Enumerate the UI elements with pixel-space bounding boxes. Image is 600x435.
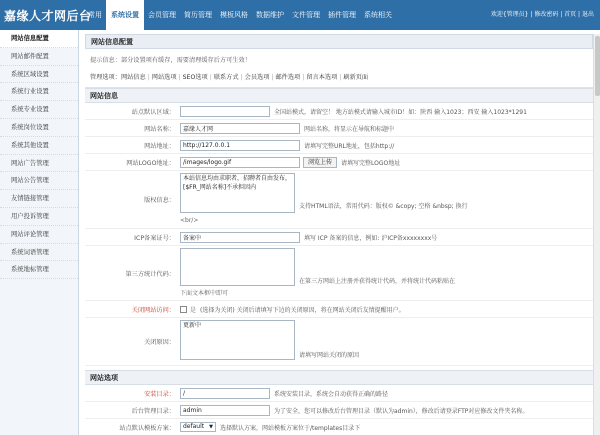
opt-member[interactable]: 会员选项 [244, 74, 270, 81]
close-reason-textarea[interactable] [180, 320, 295, 360]
template-select-value: default [183, 423, 205, 430]
row-site-url [85, 137, 593, 154]
opt-guestbook[interactable]: 留言本选项 [306, 74, 338, 81]
row-logo [85, 154, 593, 171]
row-stat-code [85, 246, 593, 301]
sidebar-item-comments[interactable]: 网站评论管理 [0, 226, 78, 244]
sidebar-item-major[interactable]: 系统专业设置 [0, 101, 78, 119]
template-select[interactable] [180, 422, 216, 432]
tab-system-settings[interactable]: 系统设置 [106, 0, 144, 31]
tab-file-management[interactable]: 文件管理 [292, 11, 320, 19]
default-area-hint: 全国站模式，请留空！ 地方站模式请输入城市ID！如：陕西 输入1023；西安 输入1023*1291 [274, 108, 527, 116]
app-logo: 嘉缘人才网后台 [4, 9, 92, 23]
install-dir-input[interactable] [180, 388, 270, 399]
stat-code-textarea[interactable] [180, 248, 295, 286]
copyright-textarea[interactable] [180, 173, 295, 213]
row-icp [85, 229, 593, 246]
sidebar-item-site-info[interactable]: 网站信息配置 [0, 30, 78, 48]
row-close-reason [85, 318, 593, 366]
section-site-info: 网站信息 [85, 88, 593, 103]
stat-code-hint: 在第三方网站上注册并获得统计代码，并将统计代码粘贴在 [299, 278, 456, 285]
install-dir-hint: 系统安装目录，系统会自动获得正确的路径 [274, 390, 389, 398]
sidebar-item-landmarks[interactable]: 系统地标管理 [0, 261, 78, 279]
row-site-name [85, 120, 593, 137]
stat-code-label: 第三方统计代码： [125, 270, 175, 278]
page-title: 网站信息配置 [85, 34, 593, 49]
logo-input[interactable] [180, 157, 300, 168]
opts-label: 管理选项： [90, 74, 121, 81]
install-dir-label: 安装目录： [144, 390, 175, 398]
sidebar-item-position[interactable]: 系统岗位设置 [0, 119, 78, 137]
default-area-label: 站点默认区域： [131, 108, 175, 116]
tab-template-style[interactable]: 模板风格 [220, 11, 248, 19]
row-copyright [85, 171, 593, 229]
notice-label: 提示信息： [90, 57, 121, 64]
template-hint: 选择默认方案，网站模板方案位于/templates目录下 [219, 424, 361, 432]
copyright-hint-br: <br/> [180, 216, 199, 224]
sidebar-item-region[interactable]: 系统区域设置 [0, 66, 78, 84]
row-default-area [85, 103, 593, 120]
site-url-label: 网站地址： [144, 142, 175, 150]
default-area-input[interactable] [180, 106, 270, 117]
row-install-dir [85, 385, 593, 402]
sidebar-item-other[interactable]: 系统其他设置 [0, 137, 78, 155]
opt-contact[interactable]: 联系方式 [213, 74, 239, 81]
opt-site-options[interactable]: 网站选项 [151, 74, 177, 81]
icp-label: ICP备案证号： [134, 234, 175, 242]
user-links[interactable]: 欢迎{管理员} | 修改密码 | 首页 | 退出 [490, 11, 594, 18]
manage-options: 管理选项：网站信息 | 网站选项 | SEO选项 | 联系方式 | 会员选项 | 邮件选项 | 留言本选项 | 刷新页面 [85, 68, 593, 88]
notice-body: 部分设置项有缓存，需要清理缓存后方可生效！ [120, 57, 251, 64]
site-url-hint: 请填写完整URL地址，包括http:// [304, 142, 395, 150]
logo-label: 网站LOGO地址： [126, 159, 175, 167]
sidebar [0, 30, 79, 435]
template-label: 站点默认模板方案： [119, 424, 175, 432]
icp-input[interactable] [180, 232, 300, 243]
sidebar-item-ads[interactable]: 网站广告管理 [0, 155, 78, 173]
sidebar-item-mail-config[interactable]: 网站邮件配置 [0, 48, 78, 66]
tab-common[interactable]: 常用 [88, 11, 102, 19]
close-reason-label: 关闭原因： [144, 339, 175, 346]
site-name-input[interactable] [180, 123, 300, 134]
stat-code-hint2: 下面文本框中即可 [180, 290, 229, 297]
notice-text [85, 49, 593, 68]
opt-site-info[interactable]: 网站信息 [120, 74, 146, 81]
main-content [85, 34, 593, 435]
browse-upload-button[interactable]: 浏览上传 [303, 157, 337, 168]
sidebar-item-complaints[interactable]: 用户投诉管理 [0, 208, 78, 226]
chevron-down-icon: ▼ [209, 424, 213, 430]
copyright-label: 版权信息： [144, 197, 175, 204]
opt-refresh[interactable]: 刷新页面 [343, 74, 369, 81]
logo-hint: 请填写完整LOGO地址 [341, 159, 401, 167]
site-url-input[interactable] [180, 140, 300, 151]
tab-system-related[interactable]: 系统相关 [364, 11, 392, 19]
close-site-label: 关闭网站访问： [131, 306, 175, 314]
top-nav [84, 0, 396, 30]
tab-member-management[interactable]: 会员管理 [148, 11, 176, 19]
row-admin-dir [85, 402, 593, 419]
copyright-hint: 支持HTML语法，常用代码：版权© &copy; 空格 &nbsp; 换行 [299, 203, 468, 210]
icp-hint: 填写 ICP 备案的信息，例如: 沪ICP备xxxxxxxx号 [304, 234, 438, 242]
scrollbar-thumb[interactable] [595, 36, 600, 96]
close-site-yes: 是 [190, 306, 197, 314]
admin-dir-input[interactable] [180, 405, 270, 416]
site-name-label: 网站名称： [144, 125, 175, 133]
sidebar-item-notice[interactable]: 网站公告管理 [0, 172, 78, 190]
tab-data-maintenance[interactable]: 数据维护 [256, 11, 284, 19]
row-template [85, 419, 593, 435]
admin-dir-label: 后台管理目录： [131, 407, 175, 415]
opt-seo[interactable]: SEO选项 [182, 74, 208, 81]
tab-plugin-management[interactable]: 插件管理 [328, 11, 356, 19]
top-bar [0, 0, 600, 30]
sidebar-item-words[interactable]: 系统词语管理 [0, 244, 78, 262]
close-site-checkbox[interactable] [180, 306, 187, 313]
admin-dir-hint: 为了安全，您可以修改后台管理目录（默认为admin），修改后请登录FTP对应修改文件夹名称。 [274, 407, 529, 415]
scrollbar[interactable] [593, 34, 600, 435]
site-name-hint: 网站名称，将显示在导航和标题中 [304, 125, 395, 133]
opt-mail[interactable]: 邮件选项 [275, 74, 301, 81]
row-close-site [85, 301, 593, 318]
close-reason-hint: 请填写网站关闭的原因 [299, 352, 360, 359]
sidebar-item-links[interactable]: 友情链接管理 [0, 190, 78, 208]
close-site-hint: (选择为关闭) 关闭后请填写下边的关闭原因，将在网站关闭后友情提醒用户。 [200, 306, 405, 314]
tab-resume-management[interactable]: 简历管理 [184, 11, 212, 19]
section-site-options: 网站选项 [85, 370, 593, 385]
sidebar-item-industry[interactable]: 系统行业设置 [0, 83, 78, 101]
